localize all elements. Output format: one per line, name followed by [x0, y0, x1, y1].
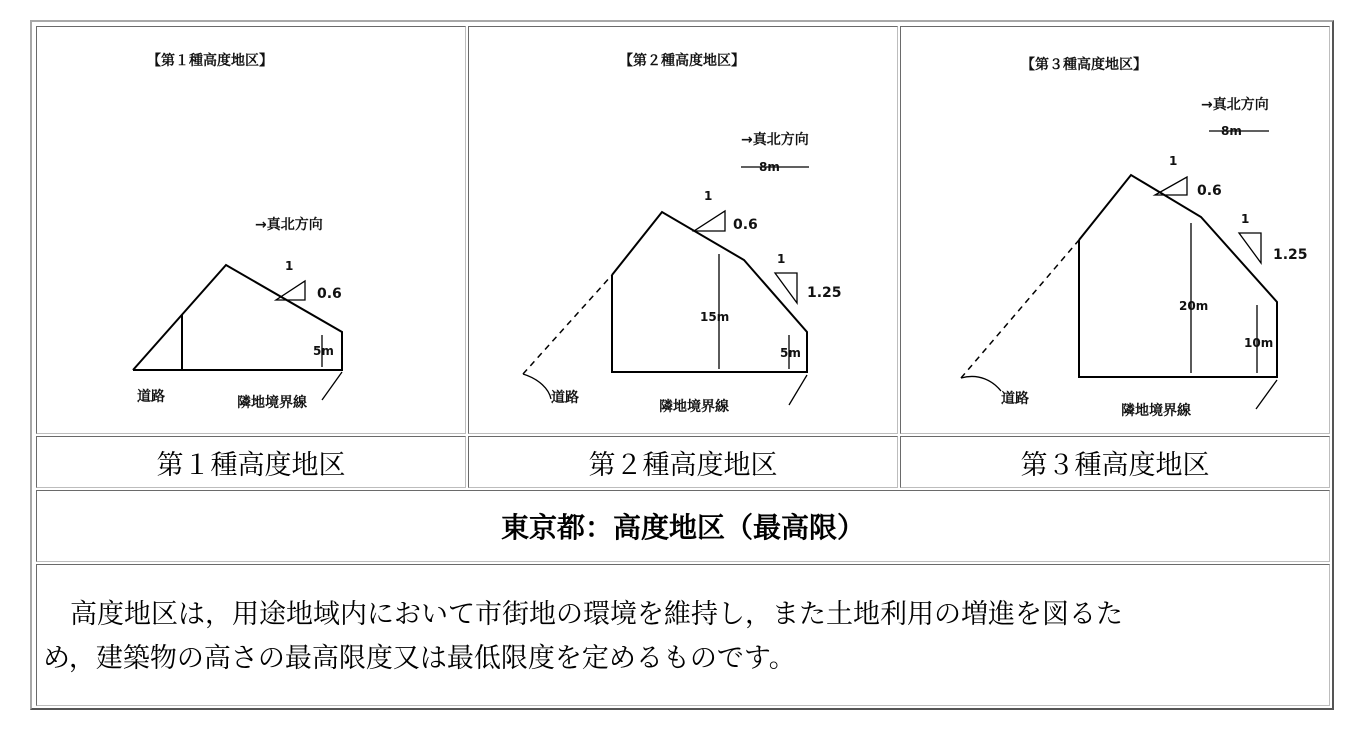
caption-2: 第２種高度地区 — [468, 436, 898, 488]
table-title: 東京都：高度地区（最高限） — [36, 490, 1330, 562]
figure-3-road-curve — [961, 376, 1001, 391]
figure-1-boundary: 隣地境界線 — [237, 395, 307, 411]
figure-2-diagram — [469, 27, 897, 433]
figure-2-boundary-arrow — [789, 375, 807, 405]
height-district-table — [30, 20, 1334, 710]
figure-1-envelope — [133, 265, 342, 370]
figure-3-slope2-run: 1.25 — [1273, 247, 1308, 263]
figure-3-boundary-arrow — [1256, 380, 1277, 409]
figure-2-slope1-triangle — [694, 211, 725, 231]
description — [36, 564, 1330, 706]
figure-2-envelope — [612, 212, 807, 372]
figure-3-road: 道路 — [1001, 391, 1029, 407]
figure-3-cell — [900, 26, 1330, 434]
figure-3-slope2-rise: 1 — [1241, 212, 1250, 226]
caption-3: 第３種高度地区 — [900, 436, 1330, 488]
figure-3-height: 10m — [1244, 336, 1274, 350]
description-line-1: 高度地区は，用途地域内において市街地の環境を維持し，また土地利用の増進を図るた — [43, 599, 1123, 630]
figure-1-cell — [36, 26, 466, 434]
figure-3-slope1-run: 0.6 — [1197, 183, 1222, 199]
figure-1-boundary-arrow — [322, 372, 342, 400]
figure-3-slope2-triangle — [1239, 233, 1261, 263]
figure-2-north: →真北方向 — [741, 132, 809, 148]
figure-1-slope-run: 0.6 — [317, 286, 342, 302]
figure-3-north: →真北方向 — [1201, 97, 1269, 113]
figure-2-height-mid: 15m — [700, 310, 730, 324]
figure-3-slope1-rise: 1 — [1169, 154, 1178, 168]
figure-1-height: 5m — [313, 344, 334, 358]
figure-3-distance: 8m — [1221, 124, 1242, 138]
figure-2-slope1-rise: 1 — [704, 189, 713, 203]
figure-2-road: 道路 — [551, 390, 579, 406]
figure-1-heading: 【第１種高度地区】 — [147, 53, 273, 69]
figure-1-road: 道路 — [137, 389, 165, 405]
description-line-2: め，建築物の高さの最高限度又は最低限度を定めるものです。 — [43, 643, 796, 674]
figure-2-slope2-rise: 1 — [777, 252, 786, 266]
caption-1: 第１種高度地区 — [36, 436, 466, 488]
figure-2-road-curve — [523, 374, 551, 399]
figure-3-road-slant — [961, 240, 1079, 378]
figure-2-boundary: 隣地境界線 — [659, 399, 729, 415]
figure-2-slope2-run: 1.25 — [807, 285, 842, 301]
figure-2-cell — [468, 26, 898, 434]
figure-3-height-mid: 20m — [1179, 299, 1209, 313]
figure-3-boundary: 隣地境界線 — [1121, 403, 1191, 419]
figure-1-diagram — [37, 27, 465, 433]
figure-2-slope1-run: 0.6 — [733, 217, 758, 233]
figure-3-diagram — [901, 27, 1329, 433]
figure-2-heading: 【第２種高度地区】 — [619, 53, 745, 69]
figure-1-north: →真北方向 — [255, 217, 323, 233]
figure-2-height: 5m — [780, 346, 801, 360]
figure-2-distance: 8m — [759, 160, 780, 174]
figure-1-slope-rise: 1 — [285, 259, 294, 273]
figure-2-road-slant — [523, 275, 612, 374]
figure-3-heading: 【第３種高度地区】 — [1021, 57, 1147, 73]
